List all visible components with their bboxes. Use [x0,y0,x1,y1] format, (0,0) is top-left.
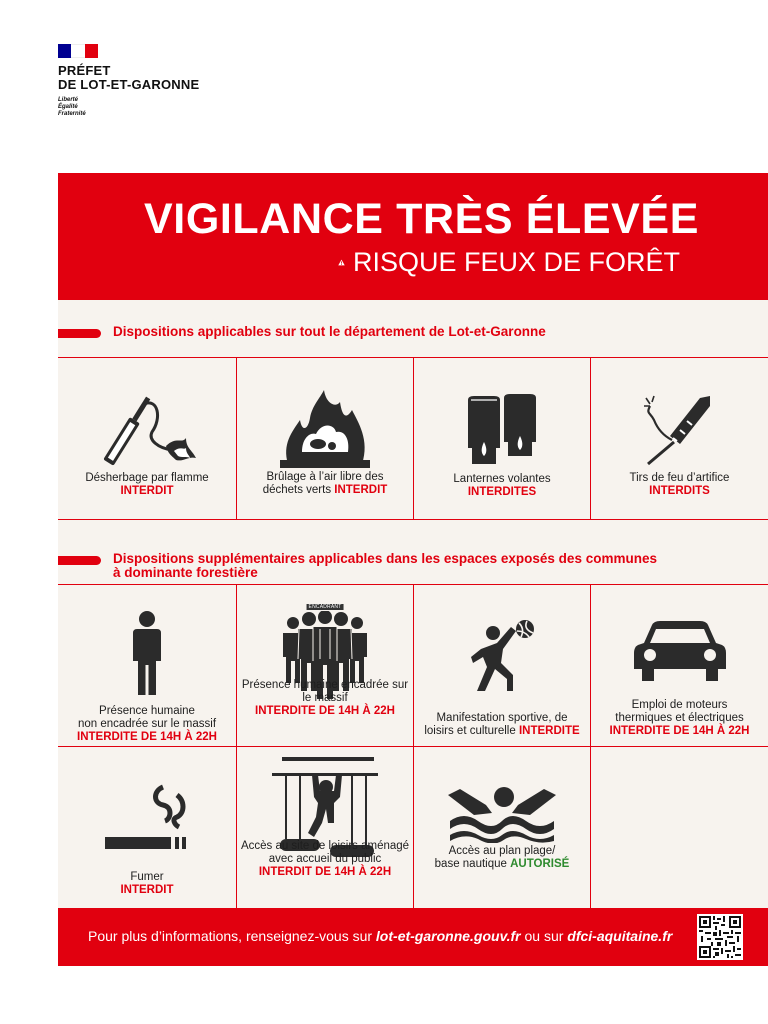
status-label: INTERDITS [649,485,710,497]
status-label: INTERDITE [518,725,580,737]
prefecture-website-link[interactable]: lot-et-garonne.gouv.fr [375,928,521,944]
department-label: DE LOT-ET-GARONNE [58,77,200,92]
rule-supervised-presence: ENCADRANT Présence humaine encadrée sur le massif INTERDITE DE 14H À 22H [237,585,413,746]
car-icon [632,619,728,685]
status-label: INTERDITE DE 14H À 22H [255,705,395,717]
warning-triangle-icon [338,250,345,275]
status-label: INTERDITES [467,486,537,498]
risk-subtitle: RISQUE FEUX DE FORÊT [338,247,680,278]
french-flag-icon [58,44,98,58]
section-2-heading: Dispositions supplémentaires applicables dans les espaces exposés des communes à dominante forestière [58,552,657,580]
grid-line [58,519,768,520]
sky-lantern-icon [466,394,538,470]
rule-leisure-site: Accès au site de loisirs aménagé avec accueil du public INTERDIT DE 14H À 22H [237,747,413,908]
swimmer-icon [446,781,558,843]
footer-text: Pour plus d’informations, renseignez-vous sur lot-et-garonne.gouv.fr ou sur dfci-aquitaine.fr [88,928,673,944]
burning-waste-icon [280,388,370,470]
status-label: INTERDITE DE 14H À 22H [77,731,217,743]
rule-fireworks: Tirs de feu d’artifice INTERDITS [591,358,768,519]
cigarette-smoking-icon [105,783,189,855]
supervisor-tag: ENCADRANT [308,604,342,610]
vigilance-title: VIGILANCE TRÈS ÉLEVÉE [144,195,699,243]
status-label: INTERDIT [120,485,174,497]
flame-weeder-icon [92,396,202,470]
volleyball-player-icon [467,619,537,695]
prefet-label: PRÉFET [58,63,111,78]
rule-flame-weeding: Désherbage par flamme INTERDIT [58,358,236,519]
firework-rocket-icon [640,392,720,466]
rule-green-waste-burning: Brûlage à l’air libre des déchets verts INTERDIT [237,358,413,519]
info-footer [58,908,768,966]
rule-events: Manifestation sportive, de loisirs et culturelle INTERDITE [414,585,590,746]
section-marker [58,329,101,338]
section-1-heading: Dispositions applicables sur tout le département de Lot-et-Garonne [58,325,546,339]
fire-risk-poster [58,173,768,966]
status-label: INTERDIT DE 14H À 22H [258,866,392,878]
qr-code-icon[interactable] [697,914,743,960]
rule-unsupervised-presence: Présence humaine non encadrée sur le massif INTERDITE DE 14H À 22H [58,585,236,746]
rule-smoking: Fumer INTERDIT [58,747,236,908]
rule-beach-access: Accès au plan plage/ base nautique AUTORISÉ [414,747,590,908]
dfci-website-link[interactable]: dfci-aquitaine.fr [567,928,673,944]
rule-sky-lanterns: Lanternes volantes INTERDITES [414,358,590,519]
section-marker [58,556,101,565]
rule-motors: Emploi de moteurs thermiques et électriques INTERDITE DE 14H À 22H [591,585,768,746]
republic-motto: Liberté Égalité Fraternité [58,97,86,117]
status-label: INTERDIT [120,884,174,896]
person-icon [129,611,165,697]
alert-banner [58,173,768,300]
prefecture-logo [58,44,238,118]
status-label: INTERDITE DE 14H À 22H [609,725,750,737]
status-label: INTERDIT [334,484,388,496]
status-label: AUTORISÉ [510,858,570,870]
